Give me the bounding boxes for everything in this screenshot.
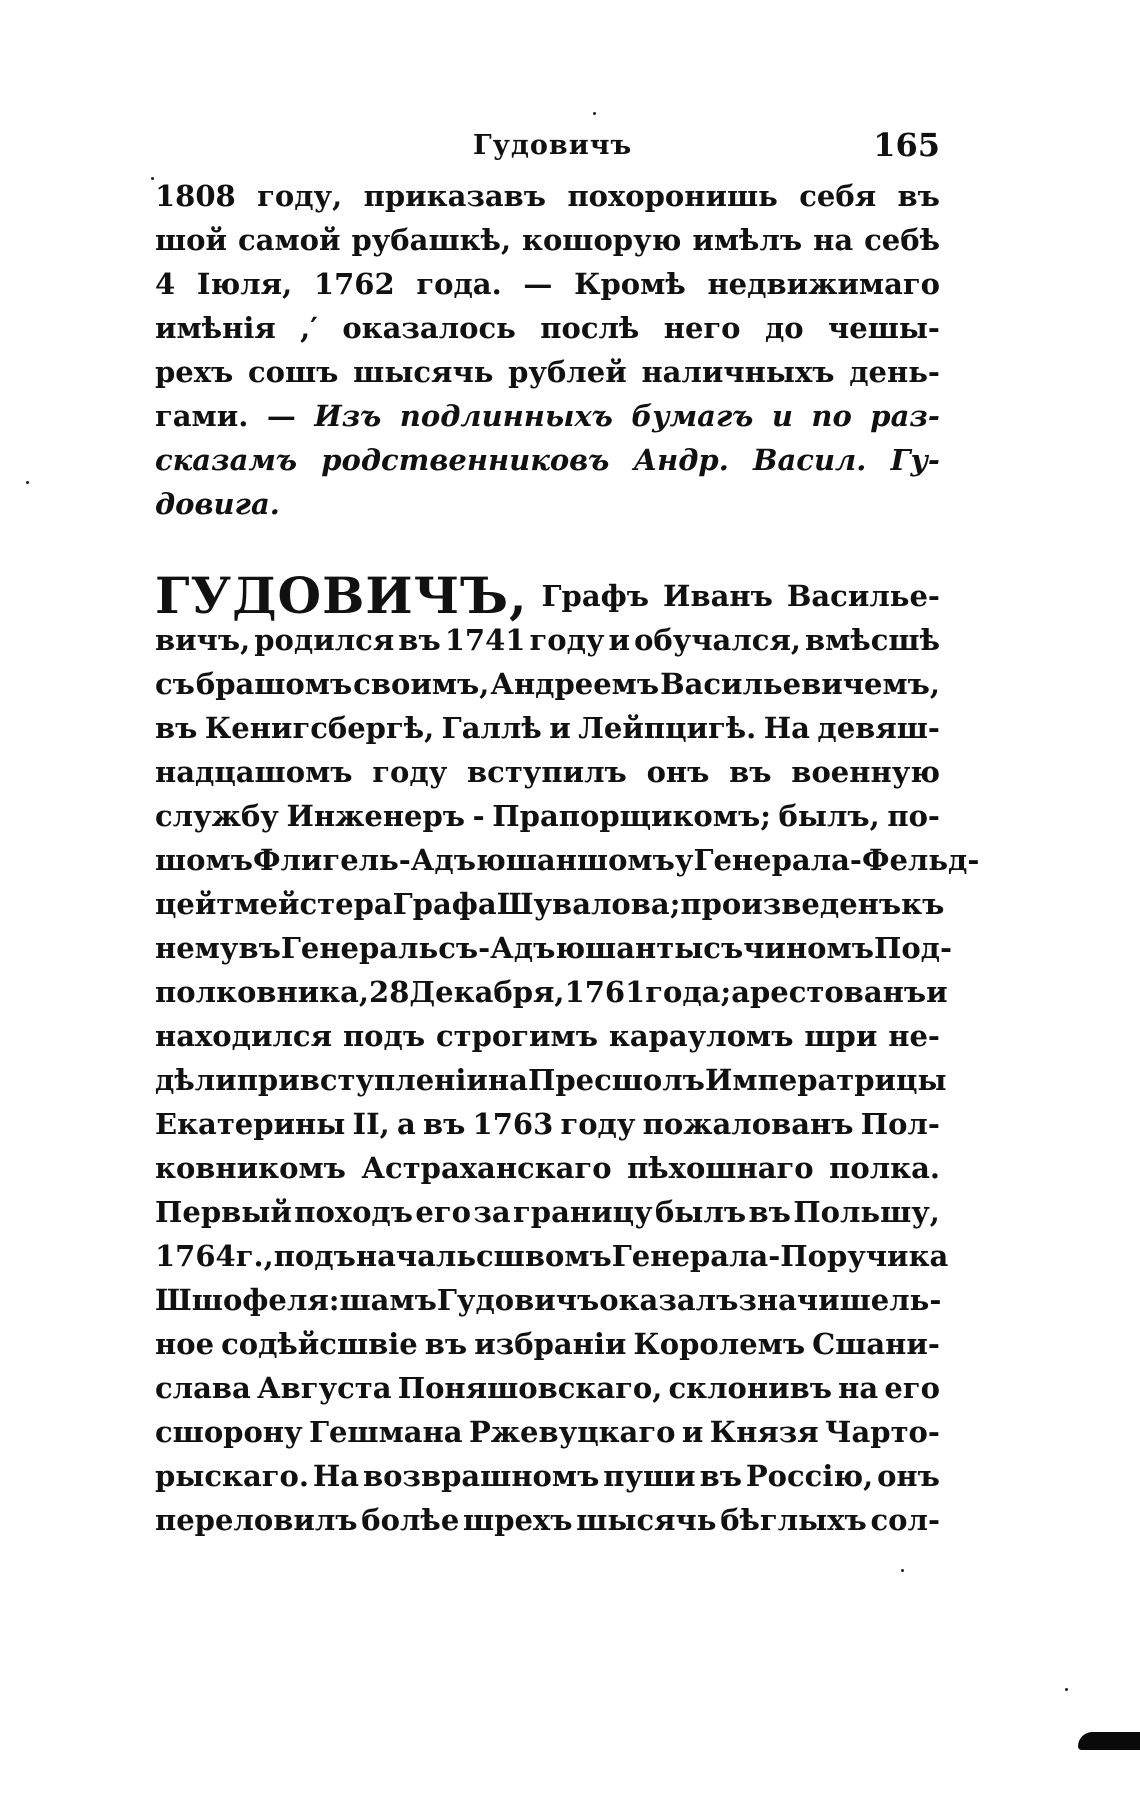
word: былъ bbox=[654, 1195, 747, 1229]
text-line bbox=[155, 306, 940, 350]
word: а bbox=[396, 1107, 416, 1141]
text-line bbox=[155, 1454, 940, 1498]
word: избраніи bbox=[474, 1327, 627, 1361]
word: находился bbox=[155, 1019, 333, 1053]
word: ,′ bbox=[300, 311, 318, 345]
text-line bbox=[155, 174, 940, 218]
word: походъ bbox=[294, 1195, 413, 1229]
word: II, bbox=[352, 1107, 390, 1141]
text-line bbox=[155, 438, 940, 482]
word: подлинныхъ bbox=[399, 399, 613, 433]
word: Генерала-Фельд- bbox=[693, 843, 980, 877]
word: Инженеръ bbox=[286, 799, 466, 833]
word: чешы- bbox=[828, 311, 940, 345]
word: въ bbox=[729, 755, 772, 789]
ink-blot bbox=[1078, 1732, 1140, 1750]
word: Гудовичъ bbox=[436, 1283, 600, 1317]
word: съ bbox=[703, 931, 744, 965]
text-line bbox=[155, 1190, 940, 1234]
print-speck bbox=[901, 1569, 904, 1572]
word: Кенигсбергѣ, bbox=[204, 711, 435, 745]
word: содѣйсшвіе bbox=[221, 1327, 418, 1361]
word: сказамъ bbox=[155, 443, 298, 477]
word: болѣе bbox=[361, 1503, 460, 1537]
word: на bbox=[813, 223, 854, 257]
word: не- bbox=[888, 1019, 940, 1053]
text-line bbox=[155, 970, 948, 1014]
word: ковникомъ bbox=[155, 1151, 346, 1185]
word: Чарто- bbox=[825, 1415, 940, 1449]
word: вичъ, bbox=[155, 623, 251, 657]
print-speck bbox=[593, 112, 596, 115]
word: самой bbox=[238, 223, 341, 257]
word: дѣли bbox=[155, 1063, 237, 1097]
word: рублей bbox=[508, 355, 627, 389]
word: сшорону bbox=[155, 1415, 303, 1449]
running-title: Гудовичъ bbox=[473, 130, 633, 161]
word: 4 bbox=[155, 267, 176, 301]
word: къ bbox=[901, 887, 945, 921]
word: Кромѣ bbox=[574, 267, 686, 301]
word: года; bbox=[645, 975, 732, 1009]
word: службу bbox=[155, 799, 279, 833]
word: — bbox=[266, 399, 296, 433]
text-line bbox=[155, 1322, 940, 1366]
word: вступленіи bbox=[299, 1063, 488, 1097]
word: родственниковъ bbox=[321, 443, 610, 477]
word: сол- bbox=[870, 1503, 940, 1537]
text-line bbox=[155, 394, 940, 438]
word: ное bbox=[155, 1327, 215, 1361]
word: Декабря, bbox=[409, 975, 565, 1009]
word: году bbox=[560, 1107, 636, 1141]
word: довига. bbox=[155, 487, 280, 521]
word: въ bbox=[398, 623, 441, 657]
word: за bbox=[473, 1195, 511, 1229]
word: Васильевичемъ, bbox=[660, 667, 940, 701]
word: пуши bbox=[603, 1459, 696, 1493]
word: сошъ bbox=[248, 355, 339, 389]
word: Королемъ bbox=[633, 1327, 806, 1361]
word: былъ, bbox=[778, 799, 880, 833]
word: рубашкѣ, bbox=[351, 223, 512, 257]
word: по bbox=[811, 399, 852, 433]
word: рыскаго. bbox=[155, 1459, 309, 1493]
word: его bbox=[884, 1371, 940, 1405]
word: Іюля, bbox=[196, 267, 293, 301]
word: себѣ bbox=[864, 223, 940, 257]
word: Императрицы bbox=[704, 1063, 947, 1097]
word: возврашномъ bbox=[362, 1459, 600, 1493]
word: у bbox=[674, 843, 694, 877]
word: имѣлъ bbox=[692, 223, 803, 257]
word: оказалось bbox=[342, 311, 516, 345]
word: и bbox=[608, 623, 631, 657]
page-number: 165 bbox=[873, 126, 940, 164]
word: въ bbox=[897, 179, 940, 213]
word: и bbox=[771, 399, 793, 433]
word: кошорую bbox=[522, 223, 682, 257]
word: шой bbox=[155, 223, 228, 257]
word: вступилъ bbox=[467, 755, 627, 789]
word: до bbox=[764, 311, 804, 345]
word: въ bbox=[424, 1327, 468, 1361]
word: Изъ bbox=[314, 399, 382, 433]
word: по- bbox=[887, 799, 940, 833]
text-line bbox=[155, 662, 940, 706]
text-line bbox=[155, 1146, 940, 1190]
word: въ bbox=[699, 1459, 742, 1493]
word: году, bbox=[257, 179, 343, 213]
word: своимъ, bbox=[353, 667, 490, 701]
word: 1764 bbox=[155, 1239, 236, 1273]
text-line bbox=[155, 218, 940, 262]
word: года. bbox=[416, 267, 502, 301]
word: шрехъ bbox=[463, 1503, 573, 1537]
word: Графа bbox=[392, 887, 497, 921]
word: г., bbox=[235, 1239, 274, 1273]
word: оказалъ bbox=[599, 1283, 739, 1317]
word: Иванъ bbox=[663, 579, 773, 613]
word: нему bbox=[155, 931, 239, 965]
text-line bbox=[155, 618, 940, 662]
word: Васил. bbox=[753, 443, 867, 477]
word: Поняшовскаго, bbox=[397, 1371, 663, 1405]
text-line bbox=[155, 350, 940, 394]
text-line bbox=[155, 706, 940, 750]
word: недвижимаго bbox=[707, 267, 940, 301]
word: военную bbox=[791, 755, 940, 789]
word: Генерала-Поручика bbox=[611, 1239, 949, 1273]
word: слава bbox=[155, 1371, 251, 1405]
word: чиномъ bbox=[743, 931, 874, 965]
word: 1763 bbox=[472, 1107, 554, 1141]
word: году bbox=[372, 755, 448, 789]
text-line bbox=[155, 482, 940, 526]
word: рехъ bbox=[155, 355, 234, 389]
word: — bbox=[523, 267, 553, 301]
word: Василье- bbox=[786, 579, 940, 613]
word: въ bbox=[748, 1195, 791, 1229]
word: Андр. bbox=[633, 443, 729, 477]
entry-heading-line bbox=[155, 566, 940, 625]
word: Ржевуцкаго bbox=[468, 1415, 676, 1449]
word: бумагъ bbox=[631, 399, 754, 433]
word: переловилъ bbox=[155, 1503, 358, 1537]
word: полка. bbox=[829, 1151, 940, 1185]
word: Галлѣ bbox=[441, 711, 542, 745]
word: Генеральсъ-Адъюшанты bbox=[280, 931, 704, 965]
word: 1762 bbox=[313, 267, 395, 301]
word: Екатерины bbox=[155, 1107, 346, 1141]
word: имѣнія bbox=[155, 311, 276, 345]
word: Князя bbox=[709, 1415, 819, 1449]
running-head bbox=[155, 124, 940, 168]
text-line bbox=[155, 1278, 940, 1322]
word: и bbox=[549, 711, 571, 745]
word: На bbox=[312, 1459, 360, 1493]
word: онъ bbox=[877, 1459, 940, 1493]
word: пѣхошнаго bbox=[627, 1151, 814, 1185]
text-line bbox=[155, 882, 945, 926]
word: Польшу, bbox=[793, 1195, 940, 1229]
text-line bbox=[155, 1058, 947, 1102]
word: въ bbox=[422, 1107, 466, 1141]
word: день- bbox=[849, 355, 940, 389]
word: Флигель-Адъюшаншомъ bbox=[252, 843, 675, 877]
word: на bbox=[838, 1371, 879, 1405]
word: съ bbox=[155, 667, 195, 701]
word: 1761 bbox=[564, 975, 646, 1009]
text-line bbox=[155, 1366, 940, 1410]
word: произведенъ bbox=[680, 887, 902, 921]
word: въ bbox=[238, 931, 281, 965]
word: склонивъ bbox=[668, 1371, 833, 1405]
text-line bbox=[155, 838, 980, 882]
word: Гу- bbox=[890, 443, 940, 477]
text-line bbox=[155, 1014, 940, 1058]
word: Под- bbox=[873, 931, 953, 965]
word: Августа bbox=[257, 1371, 392, 1405]
text-line bbox=[155, 926, 953, 970]
word: году bbox=[529, 623, 605, 657]
word: на bbox=[487, 1063, 528, 1097]
word: онъ bbox=[646, 755, 710, 789]
word: подъ bbox=[342, 1019, 426, 1053]
word: Гешмана bbox=[308, 1415, 463, 1449]
word: арестованъ bbox=[731, 975, 927, 1009]
word: и bbox=[926, 975, 948, 1009]
word: Россію, bbox=[745, 1459, 874, 1493]
word: цейтмейстера bbox=[155, 887, 393, 921]
word: бѣглыхъ bbox=[720, 1503, 867, 1537]
word: шамъ bbox=[339, 1283, 437, 1317]
word: при bbox=[236, 1063, 300, 1097]
word: значишель- bbox=[738, 1283, 942, 1317]
word: приказавъ bbox=[363, 179, 547, 213]
word: Шшофеля: bbox=[155, 1283, 340, 1317]
word: девяш- bbox=[817, 711, 940, 745]
print-speck bbox=[1065, 1688, 1068, 1691]
word: Пресшолъ bbox=[527, 1063, 705, 1097]
text-line bbox=[155, 1234, 949, 1278]
word: въ bbox=[155, 711, 198, 745]
word: его bbox=[415, 1195, 471, 1229]
word: гами. bbox=[155, 399, 249, 433]
word: шомъ bbox=[155, 843, 253, 877]
text-line bbox=[155, 262, 940, 306]
word: начальсшвомъ bbox=[355, 1239, 612, 1273]
word: Шувалова; bbox=[496, 887, 681, 921]
word: обучался, bbox=[634, 623, 801, 657]
word: - bbox=[472, 799, 485, 833]
word: Сшани- bbox=[812, 1327, 940, 1361]
word: него bbox=[663, 311, 741, 345]
word: брашомъ bbox=[195, 667, 353, 701]
print-speck bbox=[151, 177, 154, 180]
word: Графъ bbox=[541, 579, 650, 613]
word: похоронишь bbox=[567, 179, 778, 213]
word: Лейпцигѣ. bbox=[578, 711, 757, 745]
word: 28 bbox=[369, 975, 410, 1009]
word: послѣ bbox=[540, 311, 640, 345]
word: строгимъ bbox=[436, 1019, 598, 1053]
word: и bbox=[681, 1415, 704, 1449]
word: пожалованъ bbox=[642, 1107, 854, 1141]
text-line bbox=[155, 750, 940, 794]
text-line bbox=[155, 794, 940, 838]
text-line bbox=[155, 1410, 940, 1454]
word: родился bbox=[254, 623, 395, 657]
word: карауломъ bbox=[608, 1019, 794, 1053]
word: раз- bbox=[870, 399, 940, 433]
word: 1808 bbox=[155, 179, 236, 213]
word: себя bbox=[799, 179, 877, 213]
word: Пол- bbox=[860, 1107, 940, 1141]
word: 1741 bbox=[444, 623, 526, 657]
word: наличныхъ bbox=[641, 355, 835, 389]
word: Астраханскаго bbox=[361, 1151, 612, 1185]
word: Андреемъ bbox=[490, 667, 660, 701]
word: Первый bbox=[155, 1195, 292, 1229]
entry-headword: ГУДОВИЧЪ, bbox=[155, 566, 528, 625]
print-speck bbox=[26, 481, 29, 484]
word: шри bbox=[804, 1019, 878, 1053]
word: вмѣсшѣ bbox=[805, 623, 940, 657]
text-line bbox=[155, 1102, 940, 1146]
word: шысячь bbox=[353, 355, 494, 389]
word: границу bbox=[513, 1195, 653, 1229]
word: Прапорщикомъ; bbox=[492, 799, 771, 833]
word: шысячь bbox=[576, 1503, 717, 1537]
text-line bbox=[155, 1498, 940, 1542]
word: подъ bbox=[273, 1239, 356, 1273]
word: надцашомъ bbox=[155, 755, 353, 789]
word: На bbox=[763, 711, 810, 745]
word: полковника, bbox=[155, 975, 370, 1009]
